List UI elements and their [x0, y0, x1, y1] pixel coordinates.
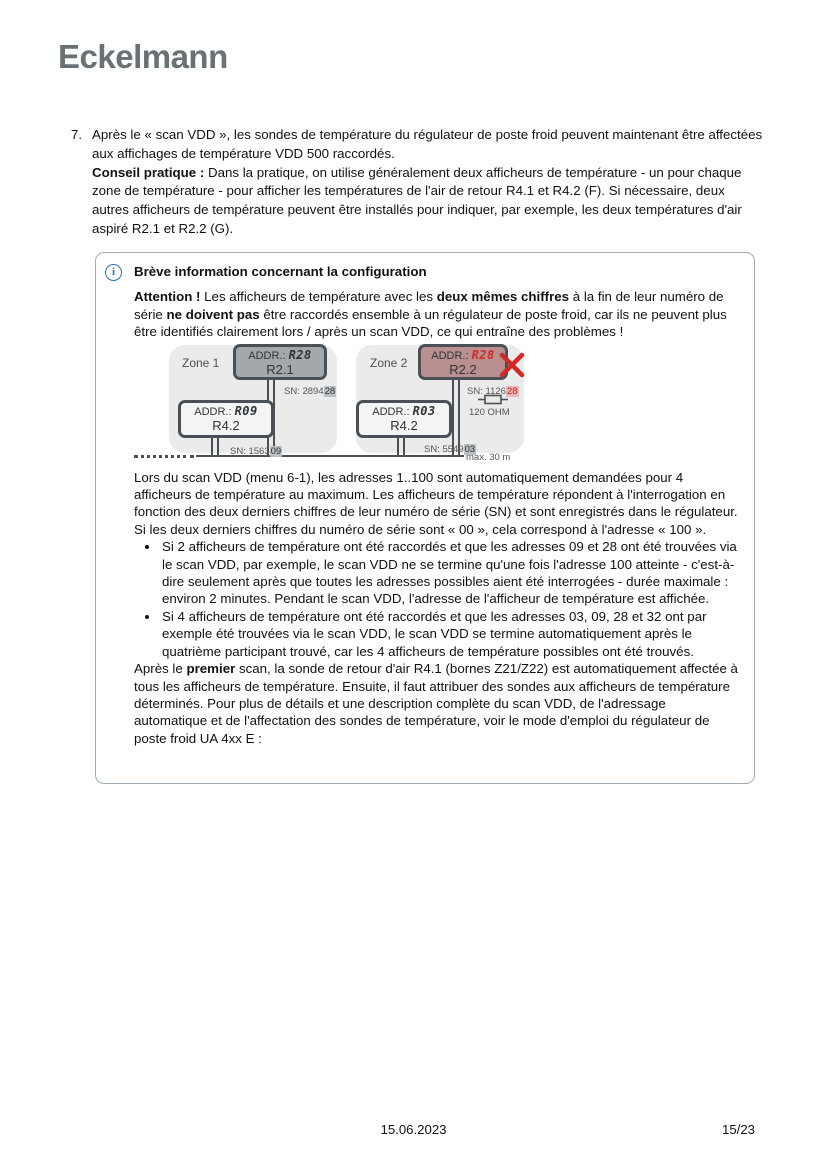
error-cross-icon	[499, 352, 525, 382]
step-number: 7.	[71, 127, 83, 142]
addr-label: ADDR.:	[194, 405, 232, 418]
display-name: R4.2	[390, 417, 418, 433]
addr-value: R28	[471, 347, 495, 362]
footer-date: 15.06.2023	[380, 1122, 447, 1137]
closing-paragraph	[134, 660, 742, 747]
info-box-title: Brève information concernant la configuration	[134, 264, 427, 279]
serial-number-z2-bottom: SN: 554903	[424, 443, 476, 455]
attention-bold-1: deux mêmes chiffres	[436, 289, 570, 305]
zone-1-label: Zone 1	[182, 355, 220, 370]
attention-text-3: être raccordés ensemble à un régulateur de poste froid, car ils ne peuvent plus être identifiés clairement lors / après un scan VDD, ce qui entraîne des problèmes !	[134, 306, 727, 340]
attention-text-1: Les afficheurs de température avec les	[200, 289, 437, 305]
addr-value: R28	[288, 347, 312, 362]
attention-bold-2: ne doivent pas	[166, 306, 260, 322]
practical-tip-label: Conseil pratique :	[92, 164, 205, 180]
sn-highlight: 28	[324, 385, 336, 397]
practical-tip-text: Dans la pratique, on utilise généralement deux afficheurs de température - un pour chaque zone de température - pour afficher les températures de l'air de retour R4.1 et R4.2 (F). Si nécessaire, deux autres afficheurs de température peuvent être installés pour indiquer, par exemple, les deux températures d'air aspiré R2.1 et R2.2 (G).	[92, 164, 742, 236]
display-r4-2-zone1	[178, 400, 274, 438]
attention-text-2: à la fin de leur numéro de série	[134, 289, 724, 322]
serial-number-z1-bottom: SN: 156309	[230, 445, 282, 457]
step-7-paragraph	[71, 126, 765, 239]
info-icon: i	[105, 264, 122, 281]
sn-highlight: 28	[506, 385, 518, 397]
display-r4-2-zone2	[356, 400, 452, 438]
serial-number-z2-top: SN: 112628	[467, 385, 518, 397]
closing-bold-1: premier	[186, 661, 236, 677]
addr-value: R03	[412, 403, 436, 418]
list-item: • Si 4 afficheurs de température ont été raccordés et que les adresses 03, 09, 28 et 32 ont par exemple été trouvées via le scan VDD, le scan VDD se termine automatiquement après le quatrième participant trouvé, car les 4 afficheurs de température possibles ont été trouvés.	[160, 608, 742, 660]
display-r2-1	[233, 344, 327, 380]
zone-2-label: Zone 2	[370, 355, 408, 370]
scan-examples-list	[134, 538, 742, 660]
vdd-wiring-diagram	[134, 343, 534, 467]
display-r2-2	[418, 344, 508, 380]
addr-label: ADDR.:	[248, 349, 286, 362]
bus-continuation-dotted-line	[134, 455, 194, 458]
sn-highlight: 03	[464, 443, 476, 455]
step-text	[92, 126, 765, 239]
addr-value: R09	[234, 403, 258, 418]
display-name: R4.2	[212, 417, 240, 433]
attention-label: Attention !	[134, 289, 201, 305]
display-name: R2.2	[449, 361, 477, 377]
attention-paragraph	[134, 288, 742, 340]
footer-page-number: 15/23	[721, 1122, 755, 1137]
company-logo: Eckelmann	[58, 38, 228, 75]
addr-label: ADDR.:	[372, 405, 410, 418]
resistor-label: 120 OHM	[469, 406, 510, 418]
closing-text-2: scan, la sonde de retour d'air R4.1 (bornes Z21/Z22) est automatiquement affectée à tous les afficheurs de température. Ensuite, il faut attribuer des sondes aux afficheurs de température déterminés. Pour plus de détails et une description complète du scan VDD, de l'adressage automatique et de l'affectation des sondes de température, voir le mode d'emploi du régulateur de poste froid UA 4xx E :	[134, 661, 738, 746]
sn-highlight: 09	[270, 445, 282, 457]
serial-number-z1-top: SN: 289428	[284, 385, 336, 397]
closing-text-1: Après le	[134, 661, 187, 677]
addr-label: ADDR.:	[431, 349, 469, 362]
max-length-label: max. 30 m	[466, 451, 511, 463]
display-name: R2.1	[266, 361, 294, 377]
scan-description-paragraph: Lors du scan VDD (menu 6-1), les adresses 1..100 sont automatiquement demandées pour 4 afficheurs de température au maximum. Les afficheurs de température répondent à l'interrogation en fonction des deux derniers chiffres de leur numéro de série (SN) et sont enregistrés dans le régulateur. Si les deux derniers chiffres du numéro de série sont « 00 », cela correspond à l'adresse « 100 ».	[134, 469, 738, 537]
info-box	[95, 252, 755, 784]
step-intro-text: Après le « scan VDD », les sondes de température du régulateur de poste froid peuvent maintenant être affectées aux affichages de température VDD 500 raccordés.	[92, 127, 763, 161]
list-item: • Si 2 afficheurs de température ont été raccordés et que les adresses 09 et 28 ont été trouvées via le scan VDD, par exemple, le scan VDD ne se termine qu'une fois l'adresse 100 atteinte - c'est-à-dire seulement après que toutes les adresses possibles aient été interrogées - durée maximale : environ 2 minutes. Pendant le scan VDD, l'adresse de l'afficheur de température est affichée.	[160, 538, 742, 608]
